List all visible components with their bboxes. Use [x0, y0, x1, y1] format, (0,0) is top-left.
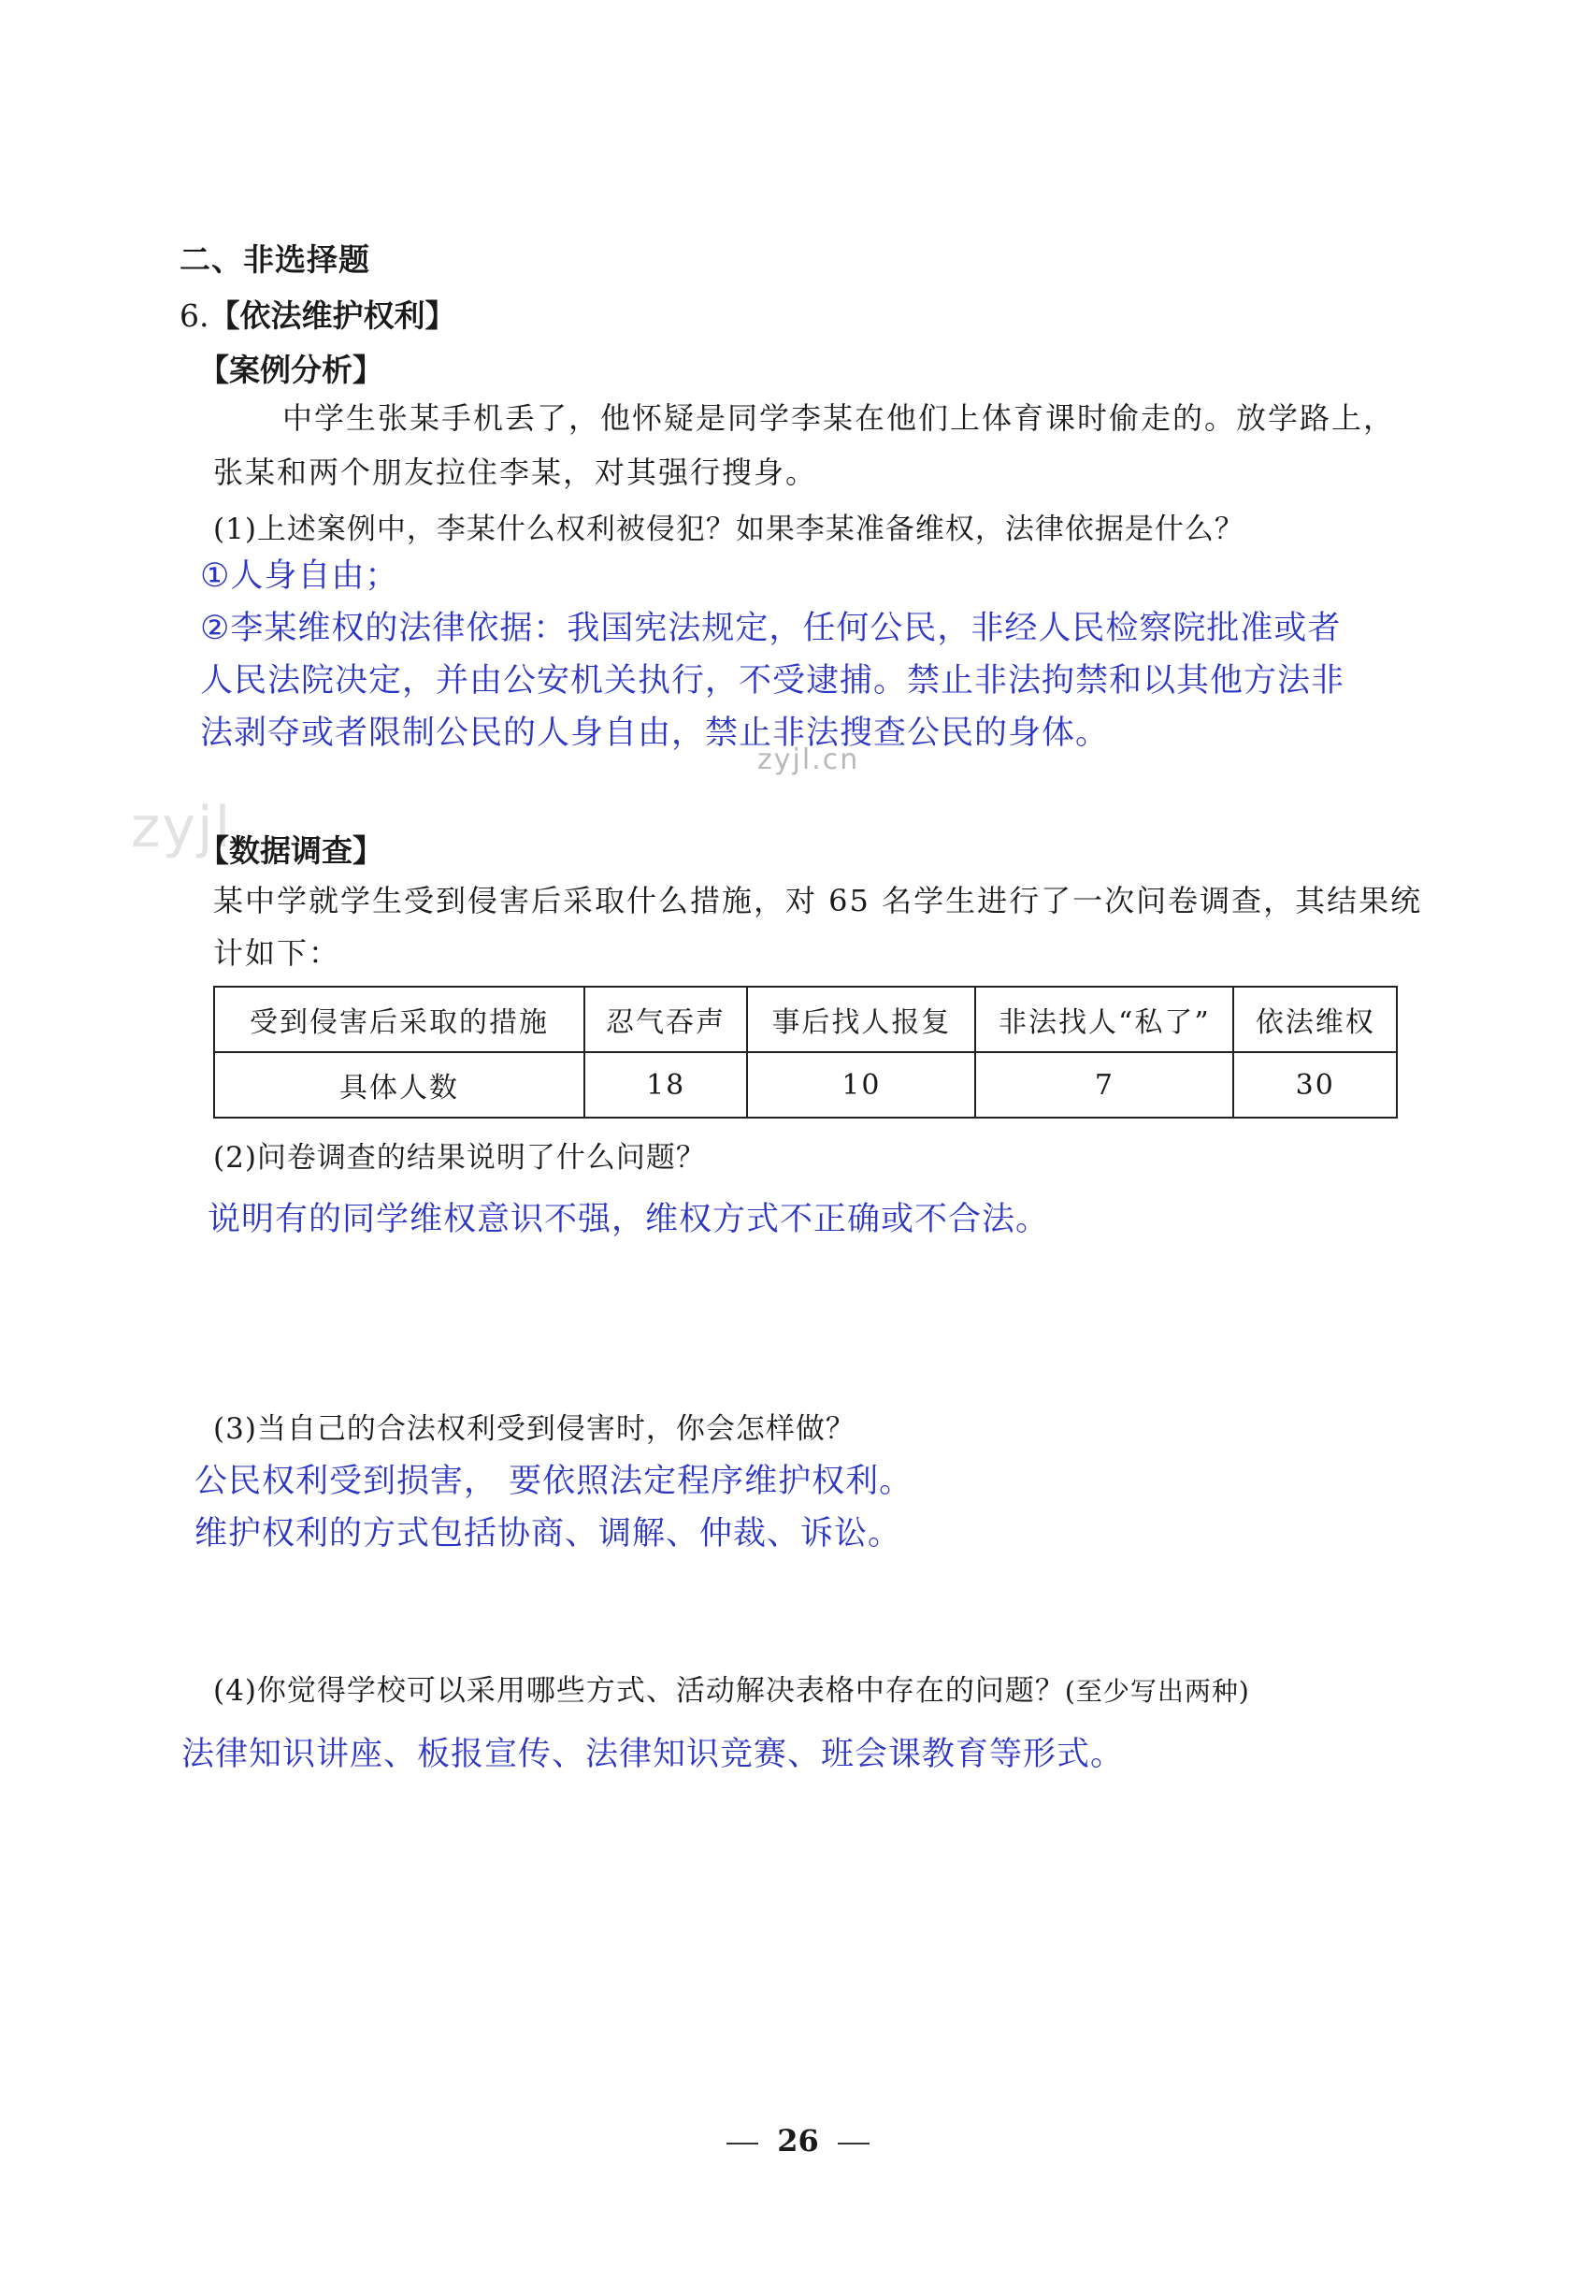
question-title [180, 292, 456, 336]
table-header-cell: 受到侵害后采取的措施 [214, 987, 584, 1052]
survey-table [213, 986, 1398, 1119]
question-topic: 【依法维护权利】 [208, 297, 456, 334]
table-header-cell: 依法维权 [1233, 987, 1397, 1052]
answer-1-line-2: ②李某维权的法律依据：我国宪法规定，任何公民，非经人民检察院批准或者 [200, 610, 1342, 647]
table-row [214, 1052, 1397, 1118]
section-title: 二、非选择题 [180, 241, 370, 278]
survey-heading: 【数据调查】 [198, 832, 383, 869]
table-header-cell: 忍气吞声 [584, 987, 748, 1052]
table-cell: 18 [584, 1052, 748, 1118]
answer-1-line-3: 人民法院决定，并由公安机关执行，不受逮捕。禁止非法拘禁和以其他方法非 [200, 662, 1345, 700]
table-cell: 10 [747, 1052, 975, 1118]
question-2: (2)问卷调查的结果说明了什么问题？ [213, 1141, 706, 1175]
page-number [0, 2123, 1596, 2159]
dash-right [838, 2143, 870, 2144]
table-header-cell: 非法找人“私了” [975, 987, 1233, 1052]
answer-4: 法律知识讲座、板报宣传、法律知识竞赛、班会课教育等形式。 [181, 1736, 1125, 1773]
question-4-text: (4)你觉得学校可以采用哪些方式、活动解决表格中存在的问题？ [213, 1674, 1065, 1708]
case-heading: 【案例分析】 [198, 352, 383, 388]
question-1: (1)上述案例中，李某什么权利被侵犯？如果李某准备维权，法律依据是什么？ [213, 513, 1244, 546]
table-cell: 30 [1233, 1052, 1397, 1118]
answer-2: 说明有的同学维权意识不强，维权方式不正确或不合法。 [208, 1201, 1050, 1238]
table-header-row [214, 987, 1397, 1052]
question-4 [213, 1667, 1250, 1709]
answer-1-line-1: ①人身自由； [200, 557, 399, 595]
answer-1-line-4: 法剥夺或者限制公民的人身自由，禁止非法搜查公民的身体。 [200, 715, 1110, 752]
answer-3-line-2: 维护权利的方式包括协商、调解、仲裁、诉讼。 [194, 1515, 902, 1552]
table-header-cell: 事后找人报复 [747, 987, 975, 1052]
page-number-value: 26 [777, 2123, 819, 2159]
table-cell: 具体人数 [214, 1052, 584, 1118]
survey-text-line-1: 某中学就学生受到侵害后采取什么措施，对 65 名学生进行了一次问卷调查，其结果统 [213, 883, 1423, 918]
survey-text-line-2: 计如下： [213, 935, 341, 971]
question-3: (3)当自己的合法权利受到侵害时，你会怎样做？ [213, 1412, 856, 1446]
watermark-small: zyjl.cn [757, 744, 860, 776]
watermark-large: zyjl [131, 795, 233, 860]
dash-left [726, 2143, 758, 2144]
case-text-line-2: 张某和两个朋友拉住李某，对其强行搜身。 [213, 455, 818, 490]
case-text-line-1: 中学生张某手机丢了，他怀疑是同学李某在他们上体育课时偷走的。放学路上， [282, 400, 1396, 436]
question-4-note: (至少写出两种) [1064, 1676, 1250, 1707]
table-cell: 7 [975, 1052, 1233, 1118]
question-number: 6. [180, 297, 209, 334]
answer-3-line-1: 公民权利受到损害， 要依照法定程序维护权利。 [194, 1463, 913, 1500]
